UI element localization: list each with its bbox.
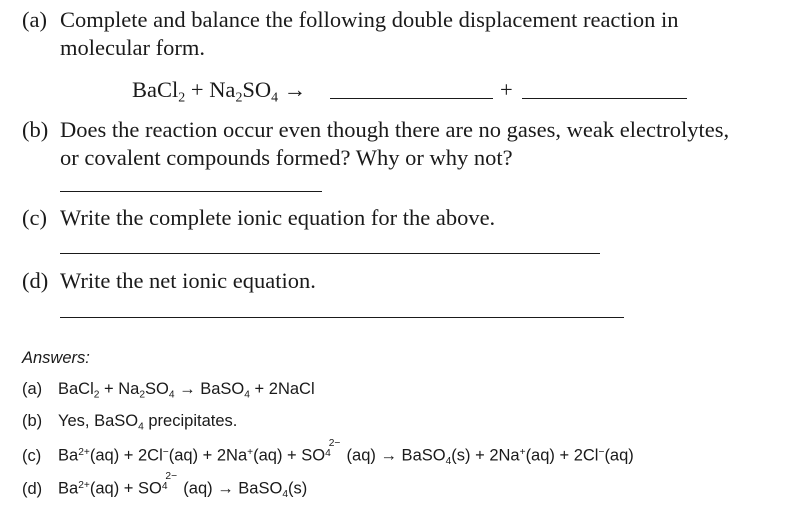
- eq-plus: +: [190, 77, 204, 102]
- eq-so: SO: [242, 77, 272, 102]
- answer-b-label: (b): [22, 412, 43, 430]
- answer-d-t3: (aq) → BaSO: [183, 479, 283, 498]
- question-a-line2: [60, 35, 205, 61]
- answer-c-p3: +: [247, 446, 254, 458]
- eq-sub-2a: 2: [178, 90, 186, 106]
- answer-c-t5: (aq) → BaSO: [346, 446, 446, 465]
- question-c-label: (c): [22, 205, 47, 230]
- answer-a-label: (a): [22, 380, 43, 398]
- answer-c-t3: (aq) + 2Na: [168, 446, 248, 465]
- question-a-line1: [22, 7, 679, 33]
- answer-a-t2: + Na: [99, 380, 140, 398]
- answer-c-label: (c): [22, 446, 42, 465]
- blank-c-answer[interactable]: [60, 253, 600, 254]
- answer-a-s3: 4: [168, 389, 175, 401]
- eq-sub-4: 4: [271, 90, 279, 106]
- answer-d-t2: (aq) + SO: [89, 479, 162, 498]
- answer-d-label: (d): [22, 479, 43, 498]
- answer-a-s1: 2: [93, 389, 100, 401]
- answer-d-supsub: [161, 471, 183, 494]
- answer-b: [22, 412, 237, 431]
- question-a-text1: Complete and balance the following double displacement reaction in: [60, 7, 679, 32]
- answer-c-t7: (aq) + 2Cl: [525, 446, 599, 465]
- answer-d-b2: 4: [161, 481, 168, 493]
- answer-b-t1: Yes, BaSO: [58, 412, 139, 430]
- answer-c-t2: (aq) + 2Cl: [89, 446, 163, 465]
- answer-c-p4: 2−: [328, 438, 341, 450]
- answer-c-p1: 2+: [78, 446, 90, 458]
- question-d-line1: [22, 268, 316, 294]
- answer-a-t1: BaCl: [58, 380, 94, 398]
- answer-c-b4: 4: [325, 448, 331, 460]
- question-b-label: (b): [22, 117, 49, 142]
- question-c-line1: [22, 205, 495, 231]
- answer-c-s5: 4: [445, 455, 452, 467]
- answers-heading: Answers:: [22, 349, 90, 367]
- question-c-text1: Write the complete ionic equation for the above.: [60, 205, 496, 230]
- answer-a-t5: + 2NaCl: [249, 380, 315, 398]
- answer-d-p1: 2+: [78, 479, 90, 491]
- question-b-line1: [22, 117, 729, 143]
- answer-c-t1: Ba: [58, 446, 79, 465]
- answer-c-t6: (s) + 2Na: [451, 446, 520, 465]
- blank-a-product2[interactable]: [522, 98, 687, 99]
- answer-d: [22, 471, 308, 500]
- answer-a: [22, 380, 315, 399]
- blank-b-answer[interactable]: [60, 191, 322, 192]
- question-a-text2: molecular form.: [60, 35, 205, 60]
- answer-c-p2: −: [162, 446, 169, 458]
- answer-c-p7: −: [598, 446, 605, 458]
- answer-d-t1: Ba: [58, 479, 79, 498]
- eq-plus2-wrap: [500, 77, 513, 103]
- question-a-equation: [132, 77, 307, 106]
- answer-c-supsub: [325, 438, 346, 461]
- answer-c: [22, 438, 634, 467]
- answer-c-p6: +: [519, 446, 526, 458]
- answer-a-s2: 2: [139, 389, 146, 401]
- question-b-line2: [60, 145, 513, 171]
- question-b-text2: or covalent compounds formed? Why or why not?: [60, 145, 513, 170]
- question-b-text1: Does the reaction occur even though there are no gases, weak electrolytes,: [60, 117, 730, 142]
- answer-d-t4: (s): [288, 479, 308, 498]
- question-d-label: (d): [22, 268, 49, 293]
- eq-arrow: →: [283, 77, 307, 102]
- eq-sub-2b: 2: [235, 90, 243, 106]
- question-a-label: (a): [22, 7, 47, 32]
- answer-c-t4: (aq) + SO: [253, 446, 326, 465]
- question-d-text1: Write the net ionic equation.: [60, 268, 316, 293]
- answer-a-t4: → BaSO: [174, 380, 245, 398]
- eq-bacl: BaCl: [132, 77, 179, 102]
- eq-na: Na: [209, 77, 236, 102]
- answer-a-t3: SO: [145, 380, 169, 398]
- blank-a-product1[interactable]: [330, 98, 493, 99]
- answer-a-s4: 4: [244, 389, 250, 401]
- answer-c-t8: (aq): [604, 446, 634, 465]
- blank-d-answer[interactable]: [60, 317, 624, 318]
- answer-d-p2: 2−: [165, 471, 178, 483]
- answer-b-t2: precipitates.: [143, 412, 238, 430]
- answer-b-s1: 4: [138, 421, 144, 433]
- answer-d-s3: 4: [282, 488, 289, 500]
- eq-plus2: +: [500, 77, 513, 102]
